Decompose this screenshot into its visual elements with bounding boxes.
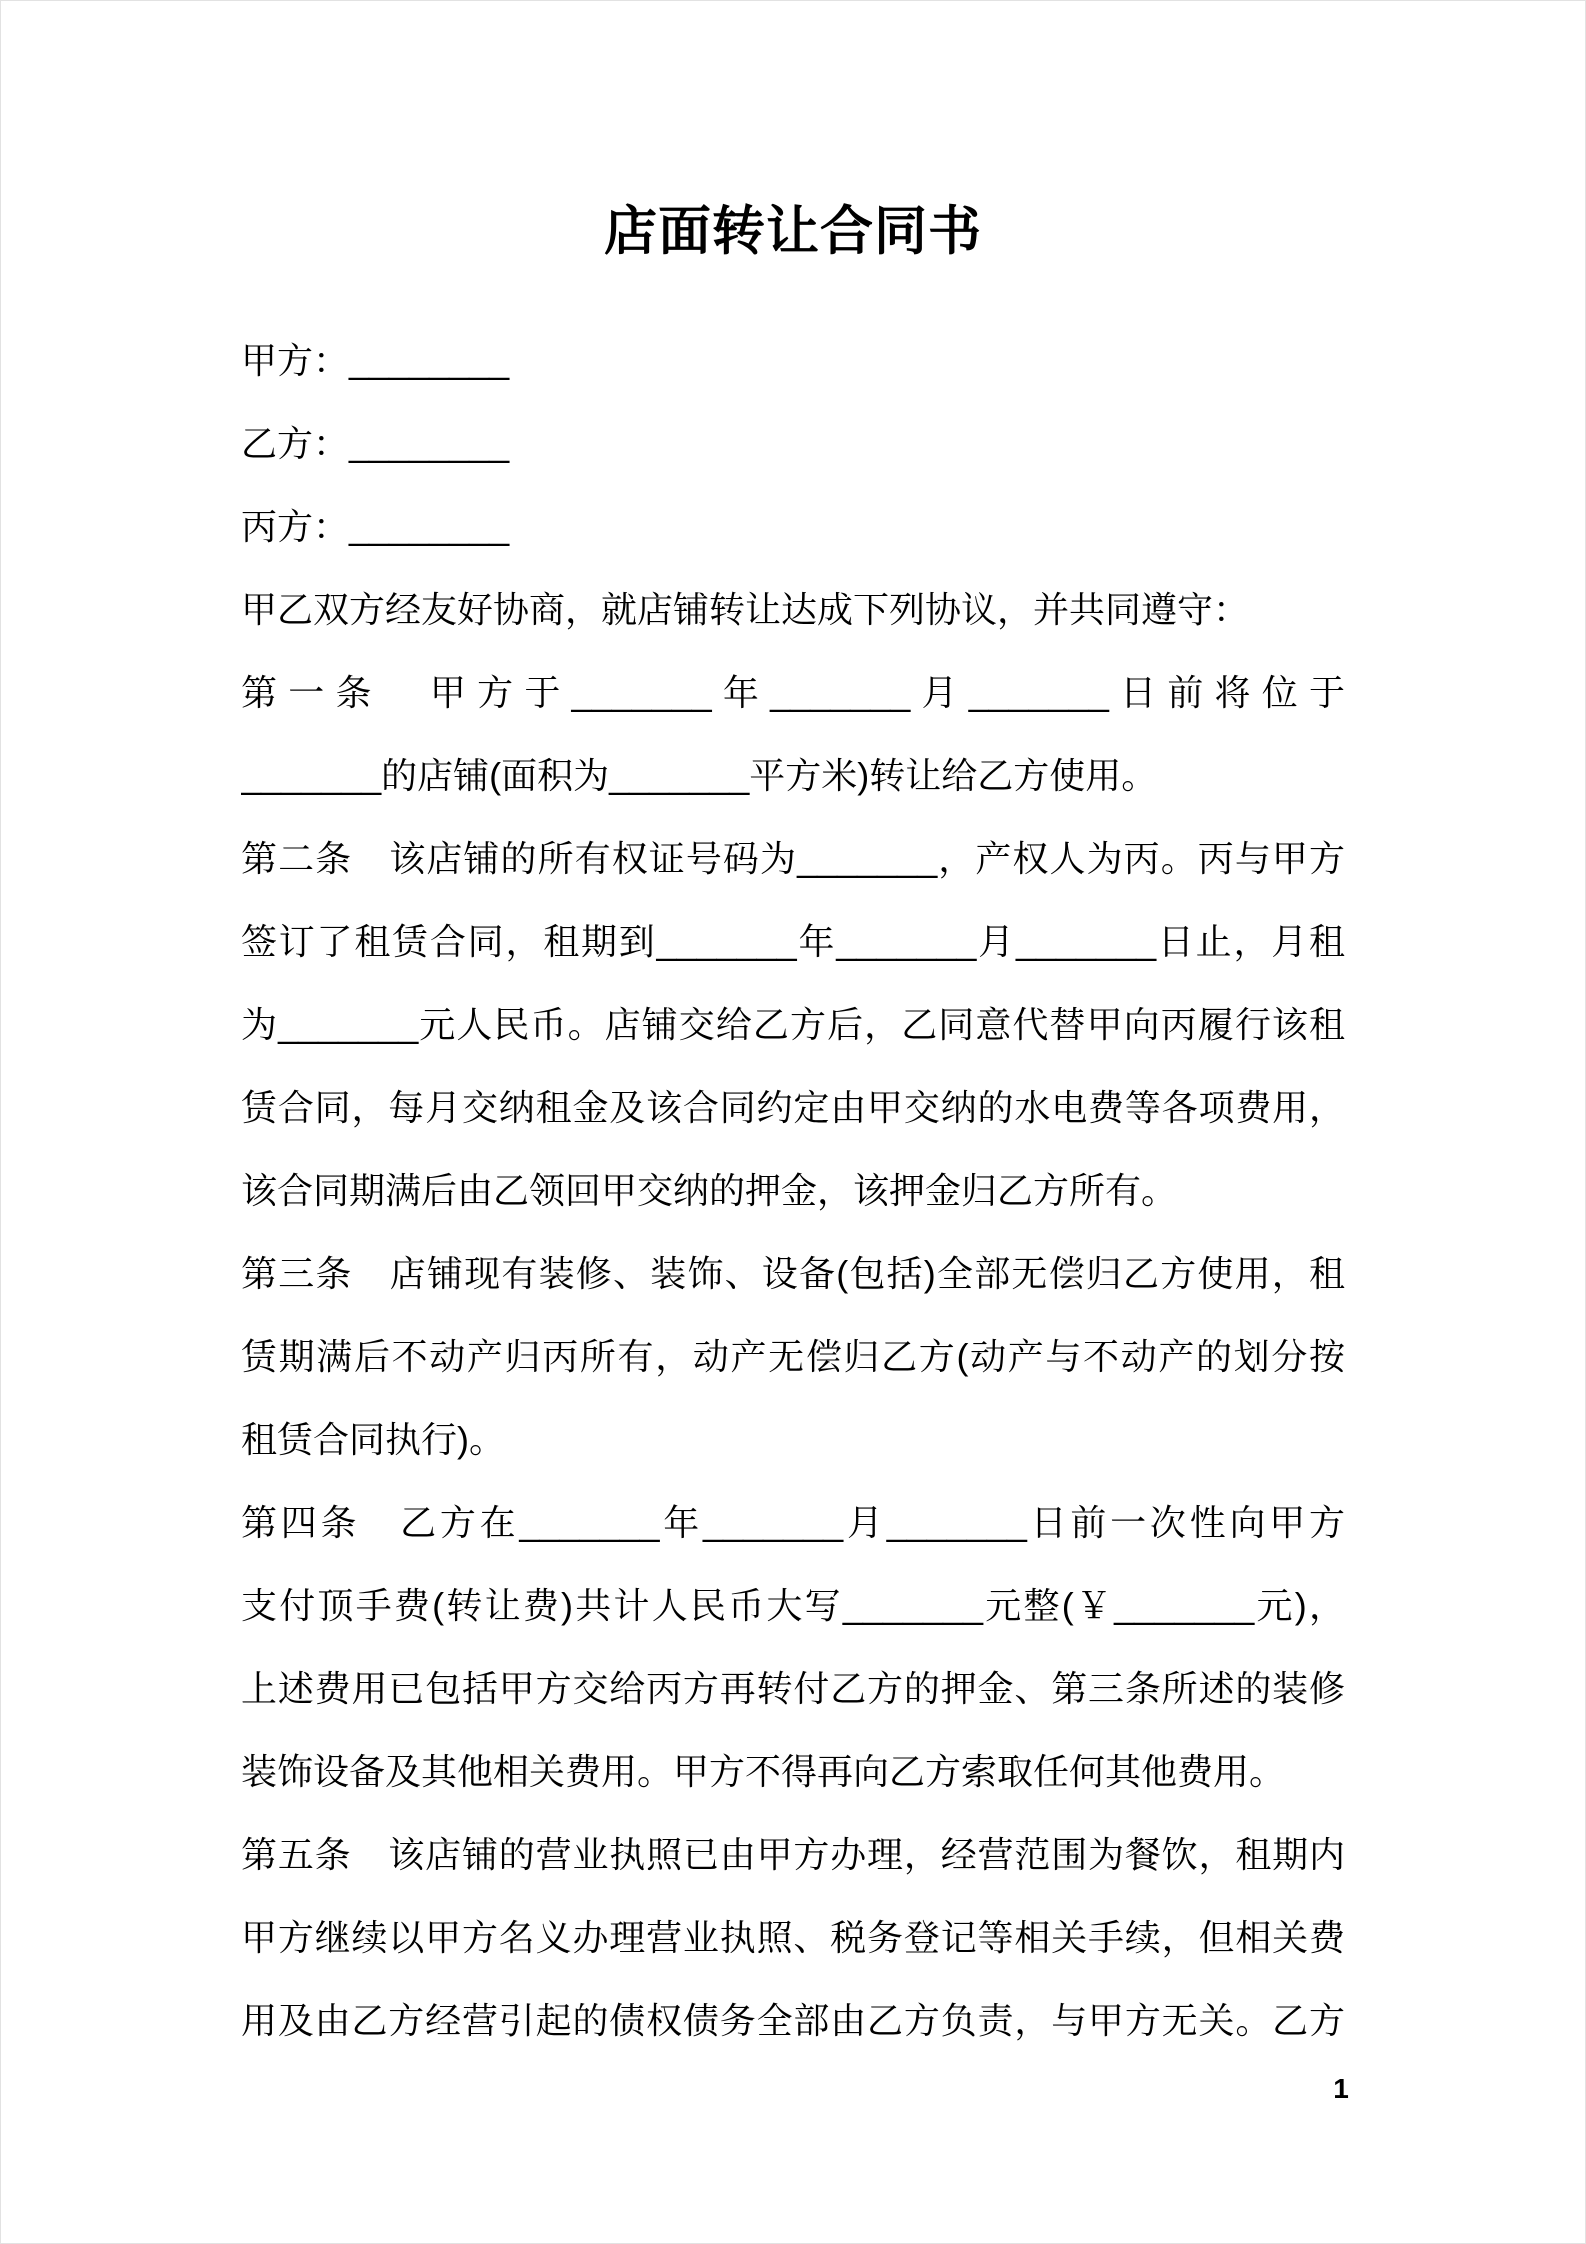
contract-line: 甲方：________ bbox=[241, 340, 510, 381]
contract-line: 租赁合同执行)。 bbox=[241, 1419, 505, 1460]
contract-line: 第五条 该店铺的营业执照已由甲方办理，经营范围为餐饮，租期内 bbox=[241, 1834, 1345, 1875]
contract-line: 第一条 甲方于_______年_______月_______日前将位于 bbox=[241, 672, 1345, 713]
contract-line: 赁合同，每月交纳租金及该合同约定由甲交纳的水电费等各项费用， bbox=[241, 1087, 1345, 1128]
contract-line: 为_______元人民币。店铺交给乙方后，乙同意代替甲向丙履行该租 bbox=[241, 1004, 1345, 1045]
contract-line: 支付顶手费(转让费)共计人民币大写_______元整(￥_______元)， bbox=[241, 1585, 1345, 1626]
contract-line: 赁期满后不动产归丙所有，动产无偿归乙方(动产与不动产的划分按 bbox=[241, 1336, 1345, 1377]
contract-line: 用及由乙方经营引起的债权债务全部由乙方负责，与甲方无关。乙方 bbox=[241, 2000, 1345, 2041]
contract-line: 签订了租赁合同，租期到_______年_______月_______日止，月租 bbox=[241, 921, 1345, 962]
page-title: 店面转让合同书 bbox=[604, 202, 982, 261]
contract-line: 甲方继续以甲方名义办理营业执照、税务登记等相关手续，但相关费 bbox=[241, 1917, 1345, 1958]
contract-line: 装饰设备及其他相关费用。甲方不得再向乙方索取任何其他费用。 bbox=[241, 1751, 1286, 1792]
contract-line: 该合同期满后由乙领回甲交纳的押金，该押金归乙方所有。 bbox=[241, 1170, 1178, 1211]
page-number: 1 bbox=[1333, 2073, 1349, 2104]
contract-line: 上述费用已包括甲方交给丙方再转付乙方的押金、第三条所述的装修 bbox=[241, 1668, 1345, 1709]
contract-line: _______的店铺(面积为_______平方米)转让给乙方使用。 bbox=[241, 755, 1158, 796]
contract-line: 甲乙双方经友好协商，就店铺转让达成下列协议，并共同遵守： bbox=[241, 589, 1250, 630]
contract-line: 乙方：________ bbox=[241, 423, 510, 464]
contract-body bbox=[241, 319, 1345, 2062]
contract-line: 第四条 乙方在_______年_______月_______日前一次性向甲方 bbox=[241, 1502, 1345, 1543]
contract-line: 第三条 店铺现有装修、装饰、设备(包括)全部无偿归乙方使用，租 bbox=[241, 1253, 1345, 1294]
contract-line: 第二条 该店铺的所有权证号码为_______，产权人为丙。丙与甲方 bbox=[241, 838, 1345, 879]
contract-line: 丙方：________ bbox=[241, 506, 510, 547]
